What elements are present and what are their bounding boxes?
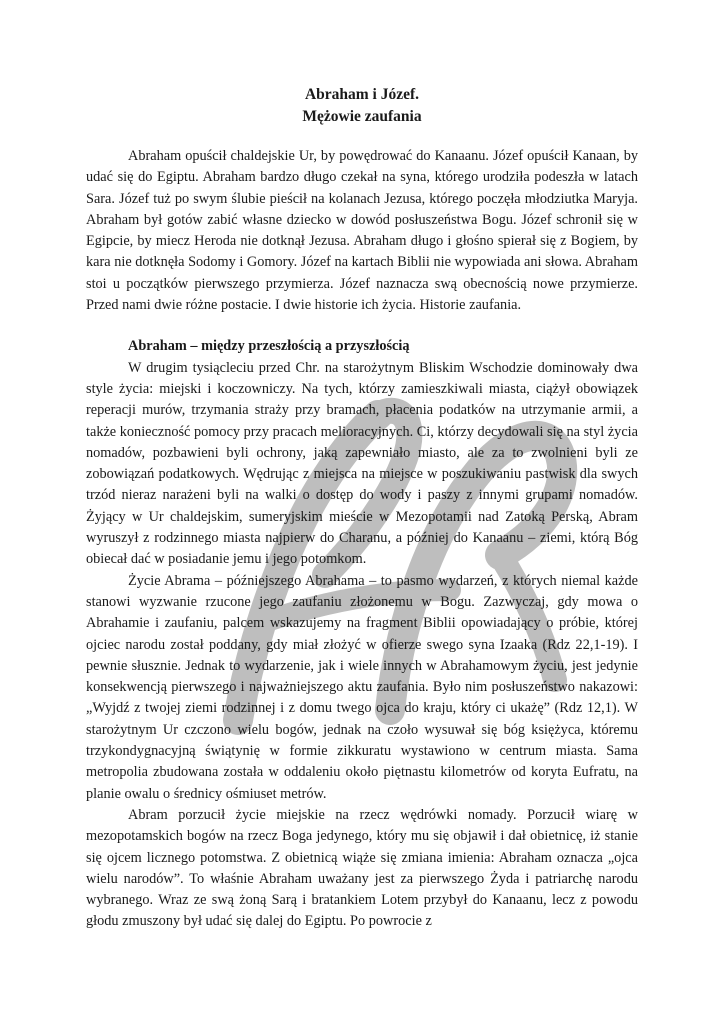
intro-paragraph: Abraham opuścił chaldejskie Ur, by powędrować do Kanaanu. Józef opuścił Kanaan, by udać się do Egiptu. Abraham bardzo długo czekał na syna, którego urodziła podeszła w latach Sara. Józef tuż po swym ślubie pieścił na kolanach Jezusa, którego poczęła młodziutka Maryja. Abraham był gotów zabić własne dziecko w dowód posłuszeństwa Bogu. Józef schronił się w Egipcie, by miecz Heroda nie dotknął Jezusa. Abraham długo i głośno spierał się z Bogiem, by kara nie dotknęła Sodomy i Gomory. Józef na kartach Biblii nie wypowiada ani słowa. Abraham stoi u początków pierwszego przymierza. Józef naznacza swą obecnością nowe przymierze. Przed nami dwie różne postacie. I dwie historie ich życia. Historie zaufania. (86, 148, 638, 314)
section-heading: Abraham – między przeszłością a przyszłością (128, 338, 410, 355)
body-paragraph-1: W drugim tysiącleciu przed Chr. na starożytnym Bliskim Wschodzie dominowały dwa style życia: miejski i koczowniczy. Na tych, którzy zamieszkiwali miasta, ciążył obowiązek reperacji murów, trzymania straży przy bramach, płacenia podatków na utrzymanie armii, a także konieczność pomocy przy pracach melioracyjnych. Ci, którzy decydowali się na styl życia nomadów, pozbawieni byli ochrony, jaką zapewniało miasto, ale za to zwolnieni byli ze zobowiązań podatkowych. Wędrując z miejsca na miejsce w poszukiwaniu pastwisk dla swych trzód nieraz narażeni byli na walki o dostęp do wody i paszy z innymi grupami nomadów. Żyjący w Ur chaldejskim, sumeryjskim mieście w Mezopotamii nad Zatoką Perską, Abram wyruszył z rodzinnego miasta najpierw do Charanu, a później do Kanaanu – ziemi, którą Bóg obiecał dać w posiadanie jemu i jego potomkom. (86, 359, 638, 568)
document-title: Abraham i Józef. (304, 86, 420, 103)
body-paragraph-3: Abram porzucił życie miejskie na rzecz wędrówki nomady. Porzucił wiarę w mezopotamskich bogów na rzecz Boga jedynego, który mu się objawił i dał obietnicę, iż stanie się ojcem licznego potomstwa. Z obietnicą wiąże się zmiana imienia: Abraham oznacza „ojca wielu narodów”. To właśnie Abraham uważany jest za pierwszego Żyda i patriarchę narodu wybranego. Wraz ze swą żoną Sarą i bratankiem Lotem przybył do Kanaanu, lecz z powodu głodu zmuszony był udać się dalej do Egiptu. Po powrocie z (86, 806, 638, 930)
document-body (86, 84, 638, 933)
body-paragraph-2: Życie Abrama – późniejszego Abrahama – to pasmo wydarzeń, z których niemal każde stanowi wyzwanie rzucone jego zaufaniu złożonemu w Bogu. Zazwyczaj, gdy mowa o Abrahamie i zaufaniu, palcem wskazujemy na fragment Biblii opowiadający o próbie, której ojciec narodu został poddany, gdy miał złożyć w ofierze swego syna Izaaka (Rdz 22,1-19). I pewnie słusznie. Jednak to wydarzenie, jak i wiele innych w Abrahamowym życiu, jest jedynie konsekwencją pierwszego i najważniejszego aktu zaufania. Było nim posłuszeństwo nakazowi: „Wyjdź z twojej ziemi rodzinnej i z domu twego ojca do kraju, który ci ukażę” (Rdz 12,1). W starożytnym Ur czczono wielu bogów, jednak na czoło wysuwał się bóg księżyca, któremu trzykondygnacyjną świątynię w formie zikkuratu wystawiono w centrum miasta. Sama metropolia zbudowana została w oddaleniu około piętnastu kilometrów od koryta Eufratu, na planie owalu o średnicy ośmiuset metrów. (86, 572, 638, 802)
document-subtitle: Mężowie zaufania (302, 108, 422, 125)
